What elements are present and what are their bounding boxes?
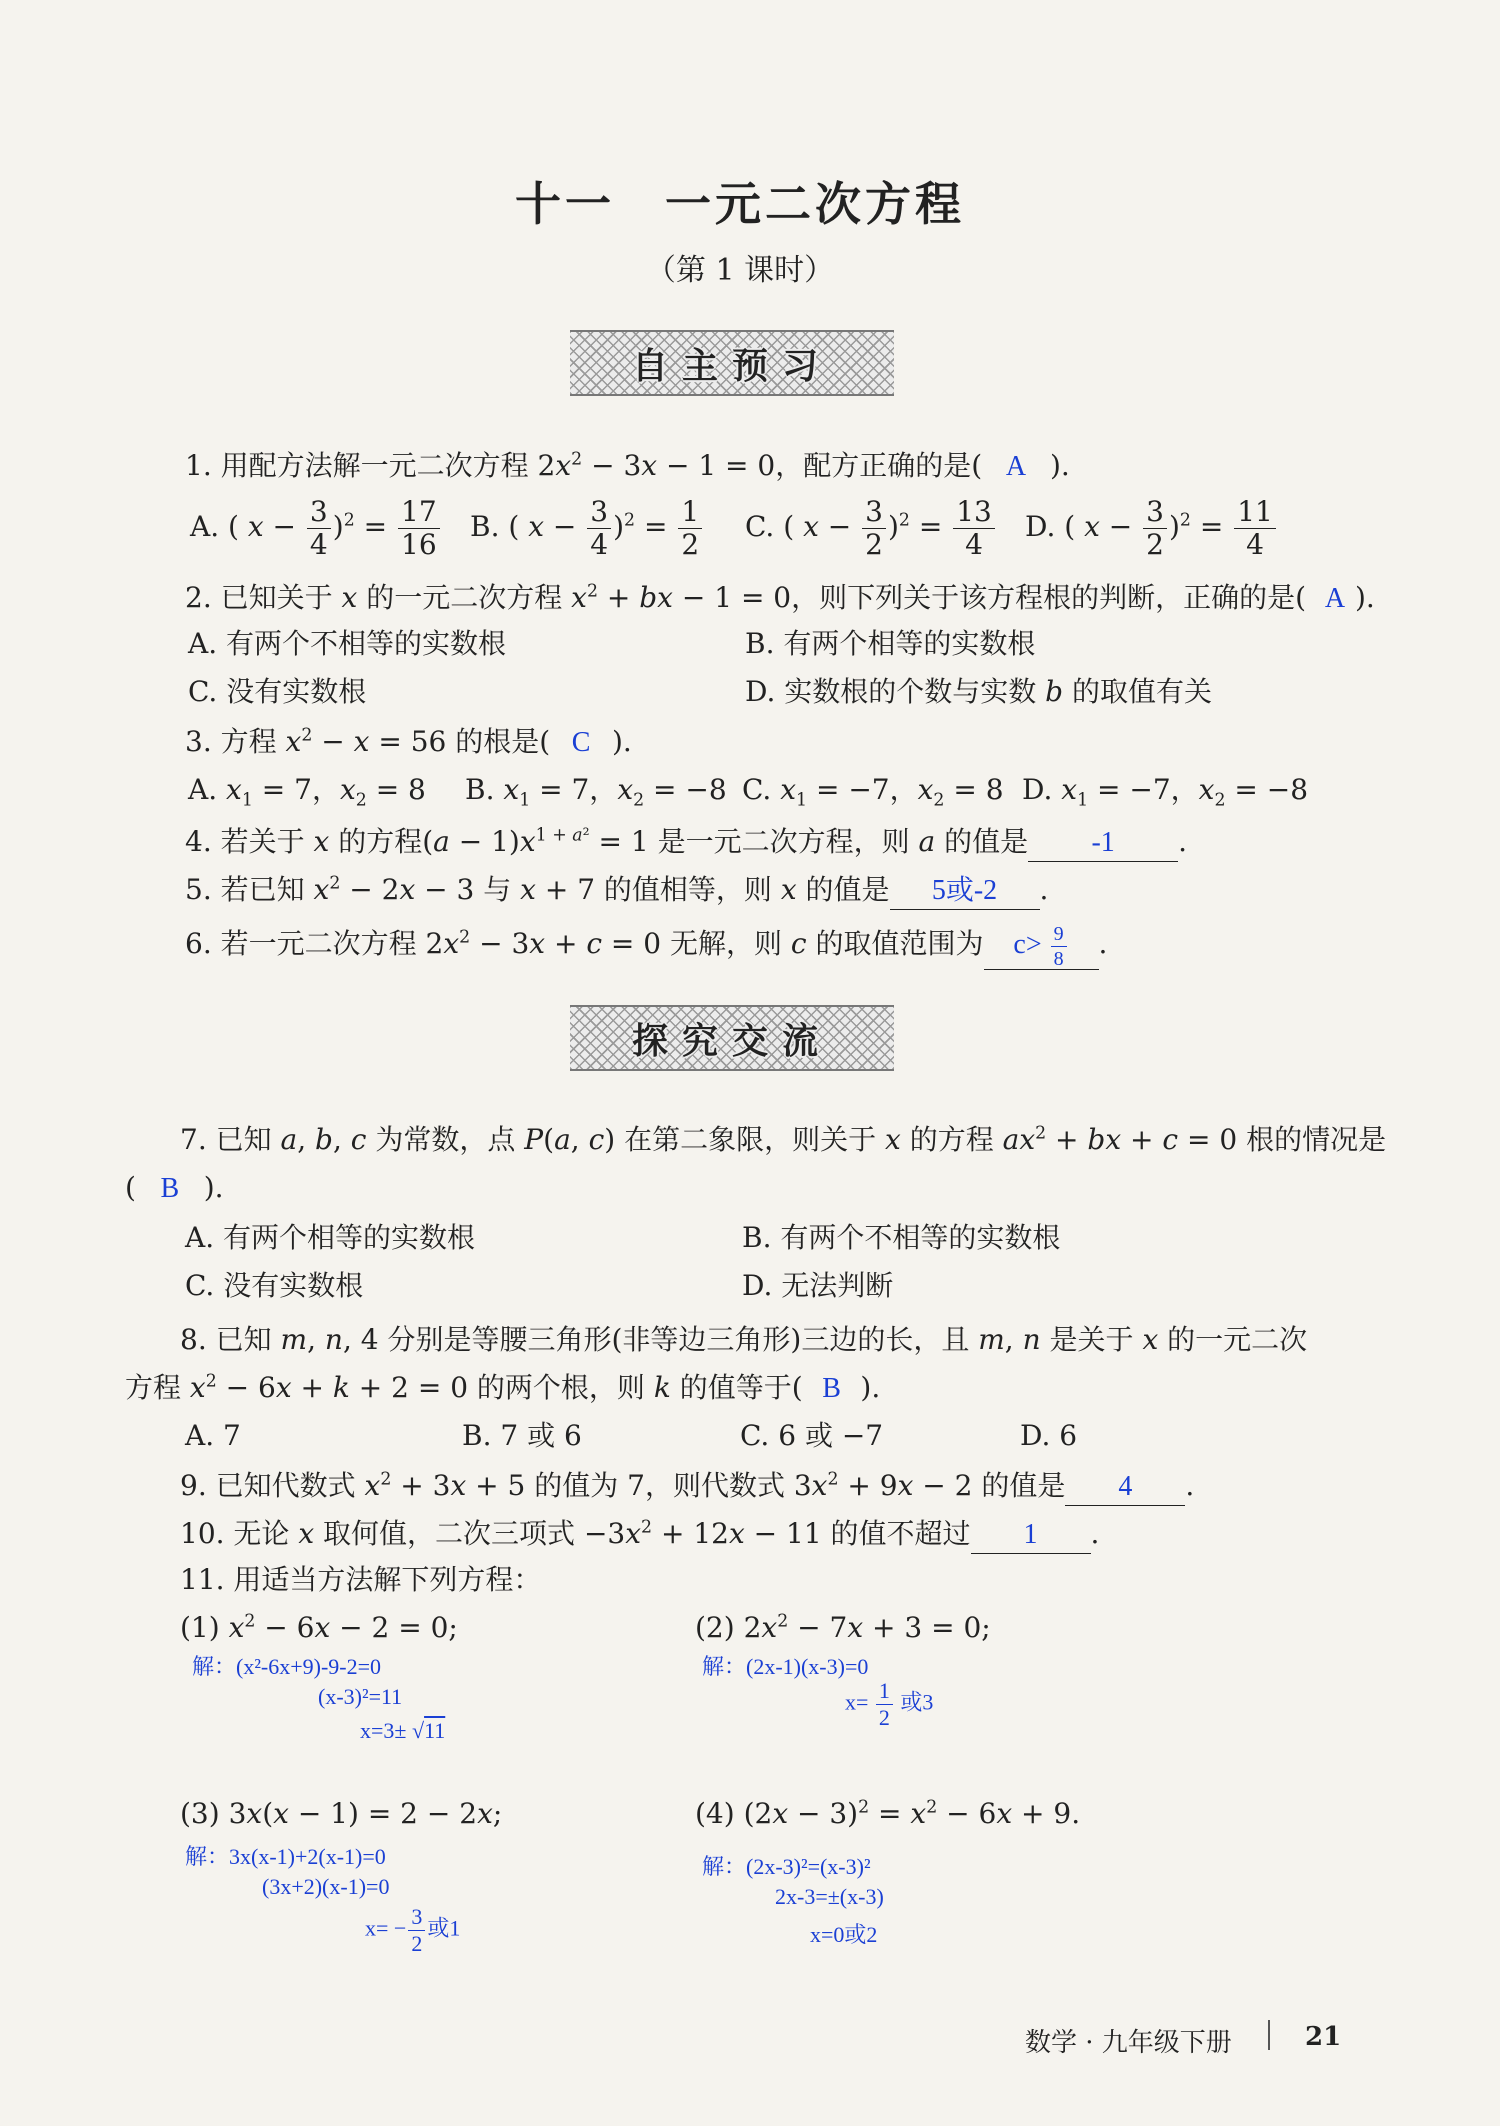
q8-option-d: D. 6 (1020, 1419, 1078, 1452)
question-5: 5. 若已知 $x^2 - 2x - 3$ 与 x + 7 的值相等，则 x 的值是 5或-2 . (185, 872, 1048, 910)
answer-q4: -1 (1091, 827, 1115, 858)
q1-option-b: B. ( x − $\frac{3}{4}$ )$^2$ = $\frac{1}{2}$ (470, 498, 704, 559)
q7-option-c: C. 没有实数根 (185, 1269, 364, 1302)
page-title: 十一 一元二次方程 (515, 177, 965, 231)
question-7-bracket: ( B ). (125, 1170, 224, 1207)
q11-part1-step2: (x-3)²=11 (318, 1684, 403, 1709)
section-title-preview: 自主预习 (631, 344, 832, 387)
answer-q2: A (1324, 583, 1346, 614)
q11-part3-step1: 解：3x(x-1)+2(x-1)=0 (185, 1844, 386, 1869)
q11-part3-step3: x= − $\frac{3}{2}$ 或1 (365, 1904, 461, 1956)
q11-part2-equation: (2) $2x^2 - 7x + 3 = 0$; (695, 1611, 991, 1644)
question-2: 2. 已知关于 x 的一元二次方程 $x^2$ + bx − 1 = 0，则下列关于该方程根的判断，正确的是( A ). (185, 580, 1375, 617)
question-9: 9. 已知代数式 $x^2 + 3x + 5$ 的值为 7，则代数式 $3x^2 + 9x - 2$ 的值是 4 . (180, 1468, 1194, 1506)
q3-option-a: A. $x_1 = 7$，$x_2 = 8$ (188, 773, 426, 811)
q11-part1-step3: x=3± √11 (360, 1718, 446, 1743)
question-4: 4. 若关于 x 的方程$(a - 1)x^{1 + a^2} = 1$ 是一元二次方程，则 a 的值是 -1 . (185, 824, 1187, 862)
answer-q6: c> $\frac{9}{8}$ (1013, 929, 1068, 960)
page-number: 21 (1305, 2022, 1342, 2052)
answer-q10: 1 (1023, 1519, 1038, 1550)
question-1: 1. 用配方法解一元二次方程 $2x^2 - 3x - 1 = 0$，配方正确的是( A ). (185, 448, 1070, 485)
q11-part4-equation: (4) $(2x - 3)^2 = x^2 - 6x + 9$. (695, 1797, 1081, 1830)
q11-part3-step2: (3x+2)(x-1)=0 (262, 1874, 390, 1899)
q11-part1-step1: 解：(x²-6x+9)-9-2=0 (192, 1654, 382, 1679)
q11-part3-equation: (3) 3x(x − 1) = 2 − 2x; (180, 1797, 503, 1830)
q7-option-d: D. 无法判断 (742, 1269, 894, 1302)
q11-part4-step1: 解：(2x-3)²=(x-3)² (702, 1854, 871, 1879)
question-7: 7. 已知 a, b, c 为常数，点 P(a, c) 在第二象限，则关于 x 的方程 $ax^2$ + bx + c = 0 根的情况是 (180, 1123, 1387, 1156)
q3-option-c: C. $x_1 = -7$，$x_2 = 8$ (742, 773, 1004, 811)
q1-option-d: D. ( x − $\frac{3}{2}$ )$^2$ = $\frac{11}{4}$ (1025, 498, 1278, 559)
answer-q8: B (822, 1373, 841, 1404)
question-6: 6. 若一元二次方程 $2x^2 - 3x + c = 0$ 无解，则 c 的取值范围为 c> $\frac{9}{8}$ . (185, 923, 1108, 970)
q2-option-d: D. 实数根的个数与实数 b 的取值有关 (745, 675, 1212, 708)
q8-option-b: B. 7 或 6 (462, 1419, 582, 1452)
q7-option-a: A. 有两个相等的实数根 (185, 1221, 476, 1254)
q2-option-c: C. 没有实数根 (188, 675, 367, 708)
q3-option-d: D. $x_1 = -7$，$x_2 = -8$ (1022, 773, 1309, 811)
q8-option-a: A. 7 (185, 1419, 241, 1452)
q11-part4-step2: 2x-3=±(x-3) (775, 1884, 884, 1909)
answer-q9: 4 (1118, 1471, 1133, 1502)
q3-option-b: B. $x_1 = 7$，$x_2 = -8$ (465, 773, 727, 811)
q11-part2-step2: x= $\frac{1}{2}$ 或3 (845, 1678, 934, 1730)
q7-option-b: B. 有两个不相等的实数根 (742, 1221, 1061, 1254)
footer-divider (1268, 2020, 1270, 2050)
question-10: 10. 无论 x 取何值，二次三项式 $-3x^2 + 12x - 11$ 的值不超过 1 . (180, 1516, 1099, 1554)
q11-part4-step3: x=0或2 (810, 1922, 878, 1947)
answer-q1: A (1005, 451, 1027, 482)
q2-option-a: A. 有两个不相等的实数根 (188, 627, 507, 660)
section-title-explore: 探究交流 (631, 1019, 832, 1062)
lesson-subtitle: （第 1 课时） (645, 253, 835, 288)
q8-option-c: C. 6 或 −7 (740, 1419, 884, 1452)
q2-option-b: B. 有两个相等的实数根 (745, 627, 1036, 660)
question-3: 3. 方程 $x^2 - x = 56$ 的根是( C ). (185, 724, 632, 761)
answer-q7: B (160, 1173, 180, 1204)
q11-part2-step1: 解：(2x-1)(x-3)=0 (702, 1654, 869, 1679)
answer-q3: C (571, 727, 591, 758)
answer-q5: 5或-2 (931, 875, 998, 906)
section-banner-preview (570, 330, 894, 396)
q1-option-c: C. ( x − $\frac{3}{2}$ )$^2$ = $\frac{13}{4}$ (745, 498, 997, 559)
section-banner-explore (570, 1005, 894, 1071)
question-11: 11. 用适当方法解下列方程： (180, 1563, 542, 1596)
question-8-line2: 方程 $x^2 - 6x + k + 2 = 0$ 的两个根，则 k 的值等于( B ). (125, 1370, 880, 1407)
q1-option-a: A. ( x − $\frac{3}{4}$ )$^2$ = $\frac{17}{16}$ (190, 498, 442, 559)
q11-part1-equation: (1) $x^2 - 6x - 2 = 0$; (180, 1611, 458, 1644)
question-8-line1: 8. 已知 m, n, 4 分别是等腰三角形(非等边三角形)三边的长，且 m, n 是关于 x 的一元二次 (180, 1323, 1308, 1356)
footer-book-title: 数学 · 九年级下册 (1025, 2028, 1232, 2058)
